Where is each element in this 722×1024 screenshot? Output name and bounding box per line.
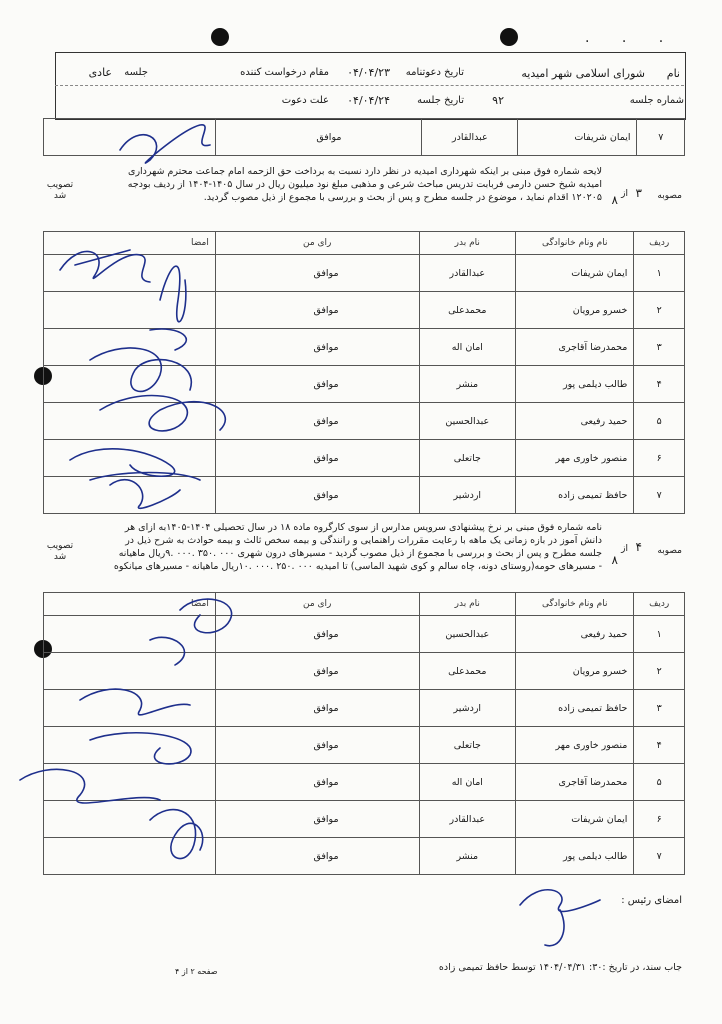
row-number: ۱ (634, 255, 685, 292)
header-row-no: ردیف (634, 232, 685, 255)
resolution-1-text: لایحه شماره فوق مبنی بر اینکه شهرداری امیدیه در نظر دارد نسبت به برداخت حق الزحمه امام جماعت محترم شهرداری امیدیه شیخ حسن دارمی فربابت تدریس مباحث شرعی و مذهبی مبلغ نود میلیون ریال در سال ۱۴۰۵-۱۴۰۴ از ردیف بودجه ۱۲۰۲۰۵ اقدام نماید ، موضوع در جلسه مطرح و پس از بحث و بررسی با مجموع از ذیل مصوب گردید. (127, 166, 602, 203)
session-no-label: شماره جلسه (629, 95, 684, 106)
row-number: ۳ (634, 690, 685, 727)
vote: موافق (215, 616, 419, 653)
member-name: محمدرضا آقاجری (516, 329, 634, 366)
row-number: ۶ (634, 440, 685, 477)
org-name: شورای اسلامی شهر امیدیه (521, 67, 645, 80)
father-name: عبدالقادر (422, 119, 518, 156)
signature-scribble (60, 250, 150, 282)
member-name: منصور خاوری مهر (516, 440, 634, 477)
resolution-2-text: نامه شماره فوق مبنی بر نرخ پیشنهادی سرویس مدارس از سوی کارگروه ماده ۱۸ در سال تحصیلی ۱۴۰۴-۱۴۰۵به ازای هر دانش آموز در بازه زمانی یک ماهه با رعایت مقررات راهنمایی و رانندگی و بیمه سخص ثالث و بیمه حوادث به شرح ذیل در جلسه مطرح و پس از بحث و بررسی با مجموع از ذیل مصوب گردید - مسیرهای درون شهری ۰۰۰ .۳۵۰ .۰۰۰ .۹ریال ماهیانه - مسیرهای حومه(روستای دونه، چاه سالم و کوی شهید الماسی) تا امیدیه ۰۰۰ .۲۵۰ .۰۰۰ .۱۰ریال ماهیانه - مسیرهای میانکوه (113, 522, 602, 572)
org-label: نام (666, 67, 680, 80)
motion-label: مصوبه (657, 546, 682, 556)
requester-label: مقام درخواست کننده (240, 67, 329, 78)
motion-number: ۳ (635, 186, 642, 200)
motion-number: ۴ (635, 540, 642, 554)
header-father: نام بدر (419, 593, 516, 616)
signature-scribble (90, 348, 191, 391)
member-name: طالب دیلمی پور (516, 366, 634, 403)
vote: موافق (215, 440, 419, 477)
father-name: عبدالحسین (419, 616, 516, 653)
member-name: حمید رفیعی (516, 616, 634, 653)
signature-scribble (120, 125, 210, 163)
signature-scribble (150, 599, 232, 665)
row-number: ۷ (634, 838, 685, 875)
signature-scribble (70, 449, 200, 480)
row-number: ۷ (637, 119, 685, 156)
father-name: محمدعلی (419, 292, 516, 329)
father-name: جاتعلی (419, 440, 516, 477)
row-number: ۶ (634, 801, 685, 838)
vote: موافق (215, 764, 419, 801)
row-number: ۴ (634, 727, 685, 764)
vote: موافق (215, 477, 419, 514)
row-number: ۵ (634, 764, 685, 801)
approved-stamp: تصویب شد (46, 541, 74, 562)
signature-scribble (90, 733, 191, 764)
row-number: ۴ (634, 366, 685, 403)
father-name: عبدالقادر (419, 801, 516, 838)
chair-signature-label: امضای رئیس : (621, 895, 682, 906)
signature-scribble (80, 689, 190, 715)
session-date-label: تاریخ جلسه (417, 95, 464, 106)
row-number: ۳ (634, 329, 685, 366)
father-name: عبدالحسین (419, 403, 516, 440)
member-name: ایمان شریفات (516, 801, 634, 838)
member-name: طالب دیلمی پور (516, 838, 634, 875)
vote: موافق (215, 366, 419, 403)
signature-scribble (110, 480, 180, 509)
header-name: نام ونام خانوادگی (516, 593, 634, 616)
member-name: محمدرضا آقاجری (516, 764, 634, 801)
father-name: امان اله (419, 329, 516, 366)
vote: موافق (215, 653, 419, 690)
signature-scribble (100, 396, 225, 431)
of-label: از (621, 544, 628, 554)
member-name: حمید رفیعی (516, 403, 634, 440)
of-label: از (621, 189, 628, 199)
header-sign: امضا (44, 593, 216, 616)
approved-stamp: تصویب شد (46, 180, 74, 201)
vote: موافق (215, 838, 419, 875)
session-no: ۹۲ (492, 94, 504, 107)
row-number: ۲ (634, 292, 685, 329)
header-father: نام بدر (419, 232, 516, 255)
father-name: اردشیر (419, 690, 516, 727)
signature-scribble (20, 769, 160, 803)
father-name: محمدعلی (419, 653, 516, 690)
row-number: ۷ (634, 477, 685, 514)
member-name: خسرو مرویان (516, 292, 634, 329)
member-name: ایمان شریفات (518, 119, 637, 156)
session-date: ۰۴/۰۴/۲۴ (347, 94, 390, 107)
session-type: عادی (88, 66, 112, 79)
vote: موافق (215, 119, 422, 156)
father-name: عبدالقادر (419, 255, 516, 292)
father-name: جاتعلی (419, 727, 516, 764)
row-number: ۲ (634, 653, 685, 690)
member-name: خسرو مرویان (516, 653, 634, 690)
row-number: ۱ (634, 616, 685, 653)
row-number: ۵ (634, 403, 685, 440)
member-name: ایمان شریفات (516, 255, 634, 292)
header-name: نام ونام خانوادگی (516, 232, 634, 255)
vote: موافق (215, 403, 419, 440)
vote: موافق (215, 292, 419, 329)
signature-scribble (150, 266, 186, 350)
member-name: حافظ تمیمی زاده (516, 477, 634, 514)
header-vote: رای من (215, 232, 419, 255)
member-name: حافظ تمیمی زاده (516, 690, 634, 727)
top-dots: . . . (585, 30, 678, 46)
invite-reason-label: علت دعوت (281, 95, 329, 106)
header-sign: امضا (44, 232, 216, 255)
father-name: منشر (419, 838, 516, 875)
signature-scribble (150, 810, 203, 859)
father-name: امان اله (419, 764, 516, 801)
motion-label: مصوبه (657, 191, 682, 201)
print-info: جاب سند، در تاریخ :۳۰: ۱۴۰۴/۰۴/۳۱ توسط حافظ تمیمی زاده (438, 962, 682, 973)
vote: موافق (215, 690, 419, 727)
vote: موافق (215, 329, 419, 366)
page-number: صفحه ۲ از ۴ (175, 967, 218, 976)
header-row-no: ردیف (634, 593, 685, 616)
of-total: ۸ (611, 193, 618, 207)
signature-scribble (520, 890, 600, 946)
invite-date: ۰۴/۰۴/۲۳ (347, 66, 390, 79)
father-name: اردشیر (419, 477, 516, 514)
father-name: منشر (419, 366, 516, 403)
of-total: ۸ (611, 553, 618, 567)
vote: موافق (215, 801, 419, 838)
header-vote: رای من (215, 593, 419, 616)
member-name: منصور خاوری مهر (516, 727, 634, 764)
invite-date-label: تاریخ دعوتنامه (405, 67, 464, 78)
session-type-label: جلسه (124, 67, 148, 78)
vote: موافق (215, 727, 419, 764)
vote: موافق (215, 255, 419, 292)
